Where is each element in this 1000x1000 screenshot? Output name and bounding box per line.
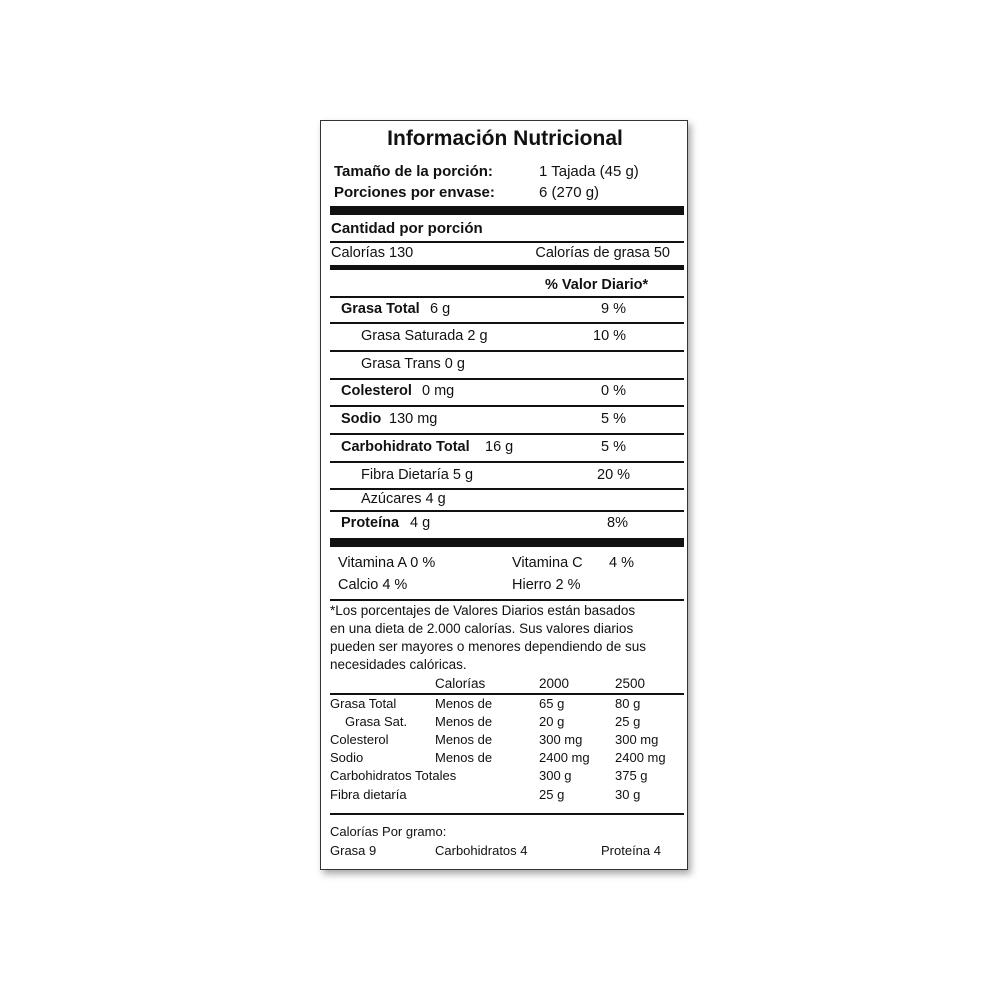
nutrient-name: Fibra Dietaría 5 g [361, 467, 474, 483]
ref-header-2000: 2000 [539, 676, 570, 691]
vitamin-a: Vitamina A 0 % [338, 555, 436, 571]
divider [330, 296, 684, 298]
ref-value-2000: 300 mg [539, 732, 583, 747]
divider [330, 461, 684, 463]
calories-per-gram-fat: Grasa 9 [330, 843, 377, 858]
calories-per-gram-label: Calorías Por gramo: [330, 824, 447, 839]
nutrient-name: Carbohidrato Total [341, 439, 470, 455]
nutrient-daily-value: 20 % [597, 467, 631, 483]
divider [330, 350, 684, 352]
nutrient-amount: 16 g [485, 439, 514, 455]
serving-size-label: Tamaño de la porción: [334, 163, 493, 180]
divider [330, 488, 684, 490]
calories-per-gram-carbs: Carbohidratos 4 [435, 843, 528, 858]
ref-nutrient: Grasa Sat. [345, 714, 408, 729]
calcium: Calcio 4 % [338, 577, 408, 593]
ref-qualifier: Menos de [435, 750, 493, 765]
servings-per-container-value: 6 (270 g) [539, 184, 600, 201]
ref-qualifier: Menos de [435, 696, 493, 711]
divider [330, 378, 684, 380]
thick-divider [330, 538, 684, 547]
divider [330, 241, 684, 243]
iron: Hierro 2 % [512, 577, 581, 593]
nutrient-amount: 6 g [430, 301, 451, 317]
nutrient-amount: 4 g [410, 515, 431, 531]
daily-value-header: % Valor Diario* [545, 277, 649, 293]
footnote-line: pueden ser mayores o menores dependiendo de sus [330, 639, 646, 654]
label-title: Información Nutricional [387, 127, 623, 150]
amount-per-serving: Cantidad por porción [331, 220, 483, 237]
ref-nutrient: Fibra dietaría [330, 787, 407, 802]
nutrient-name: Colesterol [341, 383, 412, 399]
nutrition-facts-label [320, 120, 688, 870]
servings-per-container-label: Porciones por envase: [334, 184, 495, 201]
ref-value-2500: 25 g [615, 714, 641, 729]
nutrient-daily-value: 9 % [601, 301, 626, 317]
medium-divider [330, 265, 684, 270]
calories: Calorías 130 [331, 245, 414, 261]
footnote-line: necesidades calóricas. [330, 657, 467, 672]
ref-value-2000: 2400 mg [539, 750, 590, 765]
thick-divider [330, 206, 684, 215]
ref-nutrient: Sodio [330, 750, 364, 765]
ref-nutrient: Carbohidratos Totales [330, 768, 457, 783]
nutrient-name: Azúcares 4 g [361, 491, 446, 507]
calories-per-gram-protein: Proteína 4 [601, 843, 661, 858]
ref-value-2500: 2400 mg [615, 750, 666, 765]
divider [330, 433, 684, 435]
nutrient-daily-value: 0 % [601, 383, 626, 399]
calories-from-fat: Calorías de grasa 50 [535, 245, 670, 261]
vitamin-c-value: 4 % [609, 555, 634, 571]
nutrient-daily-value: 8% [607, 515, 628, 531]
serving-size-value: 1 Tajada (45 g) [539, 163, 639, 180]
nutrient-name: Grasa Saturada 2 g [361, 328, 488, 344]
ref-qualifier: Menos de [435, 714, 493, 729]
nutrient-daily-value: 10 % [593, 328, 627, 344]
ref-header-2500: 2500 [615, 676, 646, 691]
divider [330, 322, 684, 324]
nutrient-name: Sodio [341, 411, 382, 427]
ref-value-2500: 300 mg [615, 732, 659, 747]
ref-value-2000: 20 g [539, 714, 565, 729]
divider [330, 405, 684, 407]
ref-header-calories: Calorías [435, 676, 486, 691]
ref-value-2500: 80 g [615, 696, 641, 711]
divider [330, 510, 684, 512]
nutrient-amount: 0 mg [422, 383, 455, 399]
ref-value-2500: 375 g [615, 768, 648, 783]
nutrient-name: Grasa Total [341, 301, 420, 317]
nutrient-name: Proteína [341, 515, 400, 531]
ref-value-2000: 65 g [539, 696, 565, 711]
ref-value-2500: 30 g [615, 787, 641, 802]
divider [330, 693, 684, 695]
ref-value-2000: 25 g [539, 787, 565, 802]
footnote-line: en una dieta de 2.000 calorías. Sus valores diarios [330, 621, 634, 636]
ref-nutrient: Grasa Total [330, 696, 397, 711]
divider [330, 813, 684, 815]
nutrient-name: Grasa Trans 0 g [361, 356, 465, 372]
footnote-line: *Los porcentajes de Valores Diarios están basados [330, 603, 636, 618]
nutrient-daily-value: 5 % [601, 439, 626, 455]
ref-nutrient: Colesterol [330, 732, 389, 747]
vitamin-c: Vitamina C [512, 555, 583, 571]
nutrient-amount: 130 mg [389, 411, 438, 427]
divider [330, 599, 684, 601]
ref-qualifier: Menos de [435, 732, 493, 747]
ref-value-2000: 300 g [539, 768, 572, 783]
nutrient-daily-value: 5 % [601, 411, 626, 427]
